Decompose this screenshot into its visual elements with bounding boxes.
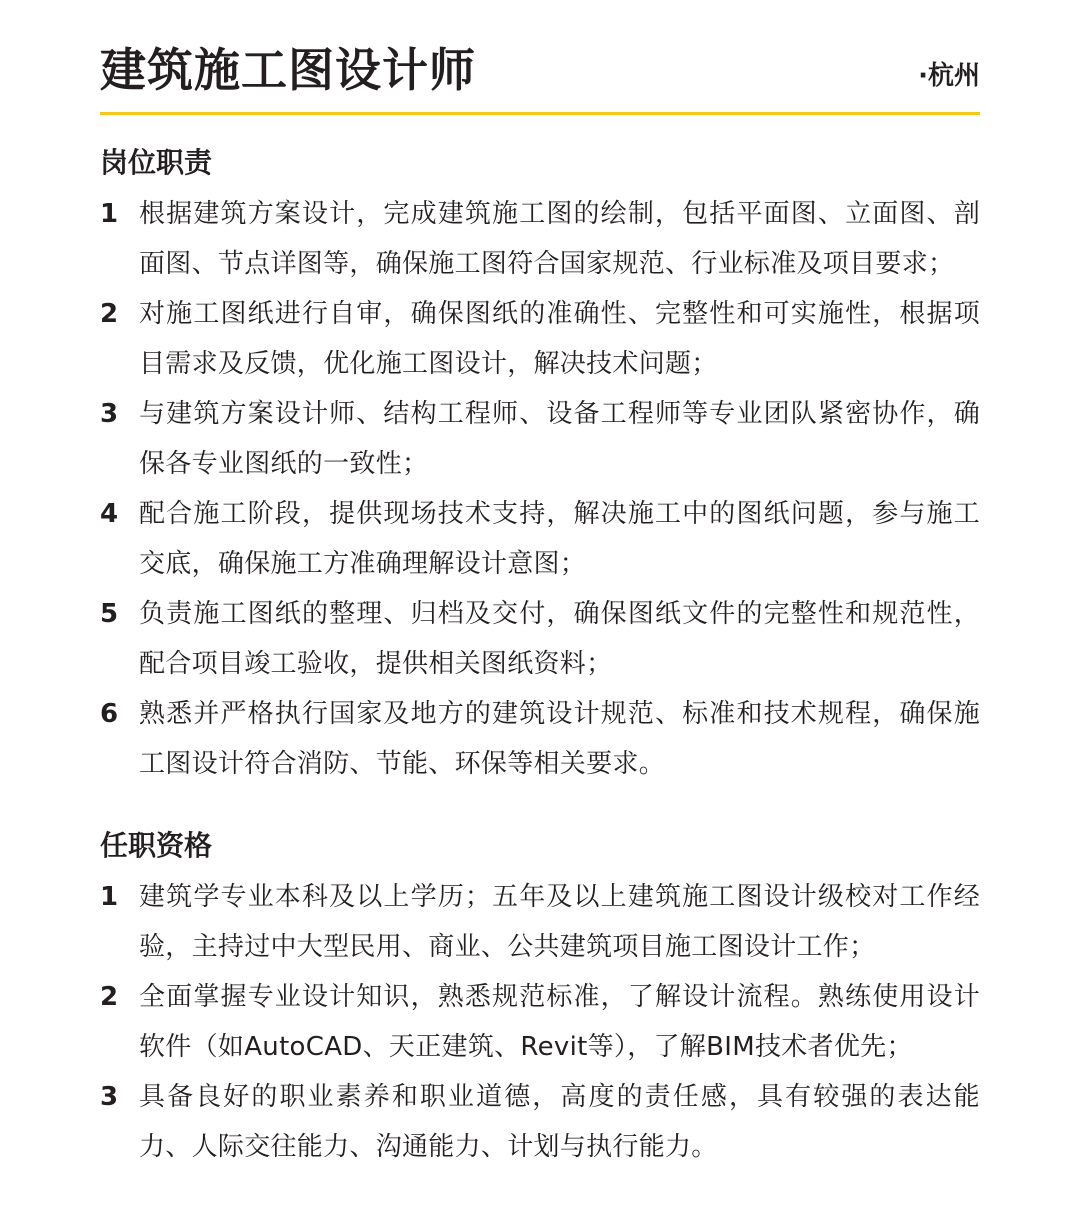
item-text: 对施工图纸进行自审，确保图纸的准确性、完整性和可实施性，根据项目需求及反馈，优化施工图设计，解决技术问题；: [139, 299, 980, 379]
item-text: 根据建筑方案设计，完成建筑施工图的绘制，包括平面图、立面图、剖面图、节点详图等，确保施工图符合国家规范、行业标准及项目要求；: [139, 199, 980, 279]
list-item: [100, 289, 980, 389]
item-text: 配合施工阶段，提供现场技术支持，解决施工中的图纸问题，参与施工交底，确保施工方准确理解设计意图；: [139, 499, 980, 579]
item-text: 全面掌握专业设计知识，熟悉规范标准，了解设计流程。熟练使用设计软件（如AutoCAD、天正建筑、Revit等），了解BIM技术者优先；: [139, 982, 980, 1062]
item-number: 1: [100, 199, 119, 229]
responsibilities-list: [100, 189, 980, 789]
qualifications-heading: 任职资格: [100, 829, 213, 862]
item-number: 5: [100, 599, 119, 629]
list-item: [100, 689, 980, 789]
item-number: 2: [100, 982, 119, 1012]
item-number: 4: [100, 499, 119, 529]
responsibilities-heading: 岗位职责: [100, 146, 213, 179]
list-item: [100, 1072, 980, 1172]
item-number: 3: [100, 1082, 119, 1112]
qualifications-list: [100, 872, 980, 1172]
item-number: 2: [100, 299, 119, 329]
item-number: 6: [100, 699, 119, 729]
list-item: [100, 972, 980, 1072]
list-item: [100, 589, 980, 689]
item-number: 1: [100, 882, 119, 912]
item-text: 与建筑方案设计师、结构工程师、设备工程师等专业团队紧密协作，确保各专业图纸的一致性；: [139, 399, 980, 479]
item-text: 具备良好的职业素养和职业道德，高度的责任感，具有较强的表达能力、人际交往能力、沟通能力、计划与执行能力。: [139, 1082, 980, 1162]
list-item: [100, 189, 980, 289]
item-text: 建筑学专业本科及以上学历；五年及以上建筑施工图设计级校对工作经验，主持过中大型民用、商业、公共建筑项目施工图设计工作；: [139, 882, 980, 962]
item-number: 3: [100, 399, 119, 429]
header-divider: [100, 112, 980, 115]
job-location: ·杭州: [918, 61, 980, 91]
list-item: [100, 872, 980, 972]
list-item: [100, 489, 980, 589]
header: [100, 0, 980, 113]
item-text: 负责施工图纸的整理、归档及交付，确保图纸文件的完整性和规范性，配合项目竣工验收，提供相关图纸资料；: [139, 599, 980, 679]
job-title: 建筑施工图设计师: [100, 43, 476, 97]
item-text: 熟悉并严格执行国家及地方的建筑设计规范、标准和技术规程，确保施工图设计符合消防、节能、环保等相关要求。: [139, 699, 980, 779]
job-posting: [100, 0, 980, 1162]
list-item: [100, 389, 980, 489]
